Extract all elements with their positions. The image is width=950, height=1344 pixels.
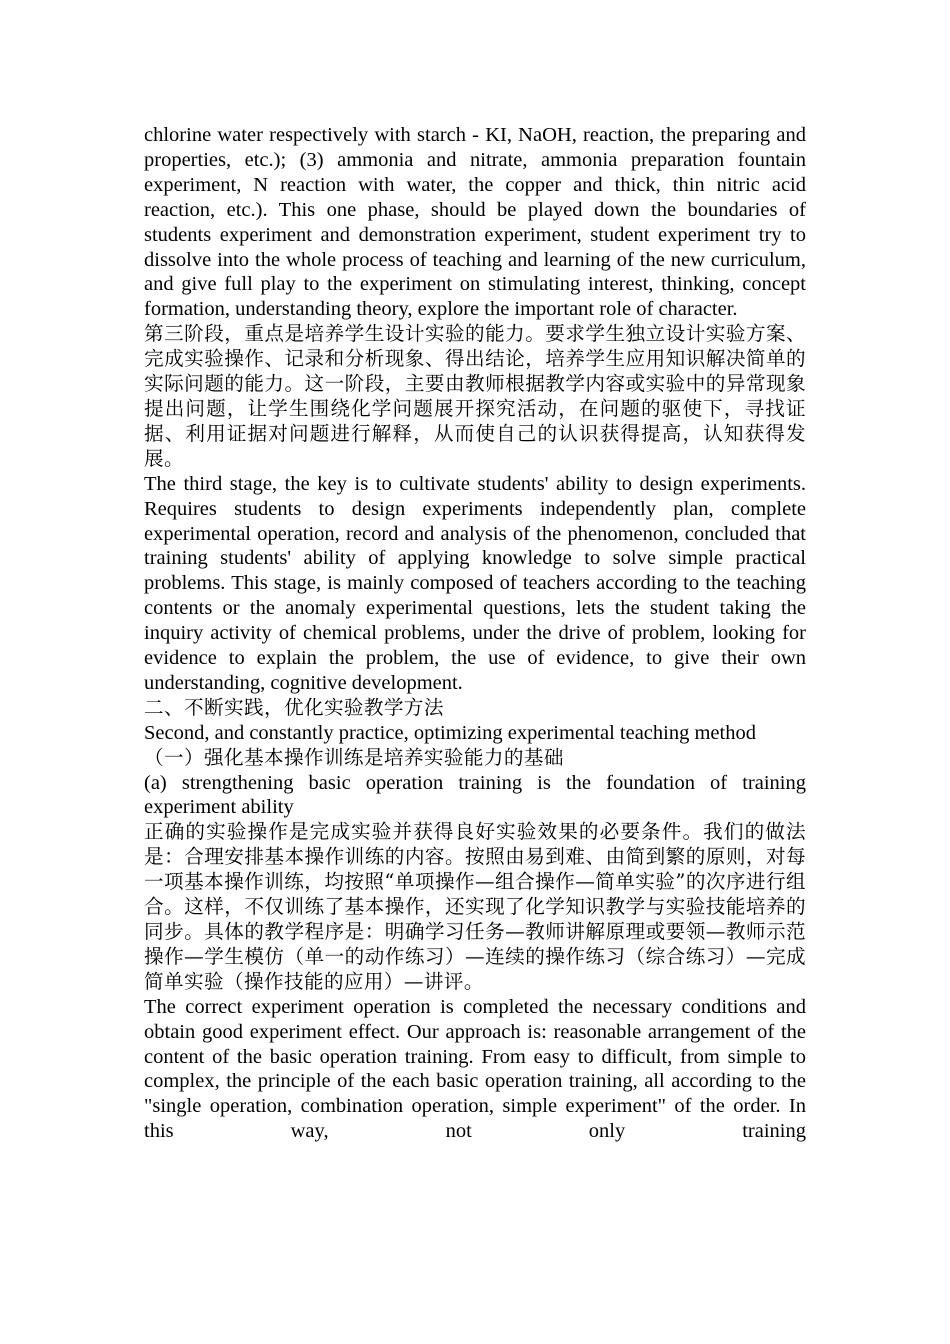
heading-en-section-two: Second, and constantly practice, optimizing experimental teaching method [144,721,756,744]
paragraph-zh-correct-operation: 正确的实验操作是完成实验并获得良好实验效果的必要条件。我们的做法是：合理安排基本操作训练的内容。按照由易到难、由简到繁的原则，对每一项基本操作训练，均按照“单项操作—组合操作—简单实验”的次序进行组合。这样，不仅训练了基本操作，还实现了化学知识教学与实验技能培养的同步。具体的教学程序是：明确学习任务—教师讲解原理或要领—教师示范操作—学生模仿（单一的动作练习）—连续的操作练习（综合练习）—完成简单实验（操作技能的应用）—讲评。 [144,820,806,993]
heading-zh-section-two: 二、不断实践，优化实验教学方法 [144,695,444,719]
heading-en-subsection-a: (a) strengthening basic operation training is the foundation of training experiment ability [144,771,806,819]
paragraph-en-third-stage: The third stage, the key is to cultivate students' ability to design experiments. Requires students to design experiments independently plan, complete experimental operation, record and analysis of the phenomenon, concluded that training students' ability of applying knowledge to solve simple practical problems. This stage, is mainly composed of teachers according to the teaching contents or the anomaly experimental questions, lets the student taking the inquiry activity of chemical problems, under the drive of problem, looking for evidence to explain the problem, the use of evidence, to give their own understanding, cognitive development. [144,472,806,694]
heading-zh-subsection-a: （一）强化基本操作训练是培养实验能力的基础 [144,745,564,769]
document-page [144,123,806,1144]
paragraph-en-chlorine-water: chlorine water respectively with starch - KI, NaOH, reaction, the preparing and properties, etc.); (3) ammonia and nitrate, ammonia preparation fountain experiment, N reaction with water, the copper and thick, thin nitric acid reaction, etc.). This one phase, should be played down the boundaries of students experiment and demonstration experiment, student experiment try to dissolve into the whole process of teaching and learning of the new curriculum, and give full play to the experiment on stimulating interest, thinking, concept formation, understanding theory, explore the important role of character. [144,124,806,321]
paragraph-zh-third-stage: 第三阶段，重点是培养学生设计实验的能力。要求学生独立设计实验方案、完成实验操作、记录和分析现象、得出结论，培养学生应用知识解决简单的实际问题的能力。这一阶段，主要由教师根据教学内容或实验中的异常现象提出问题，让学生围绕化学问题展开探究活动，在问题的驱使下，寻找证据、利用证据对问题进行解释，从而使自己的认识获得提高，认知获得发展。 [144,322,806,470]
paragraph-en-correct-operation: The correct experiment operation is completed the necessary conditions and obtain good experiment effect. Our approach is: reasonable arrangement of the content of the basic operation training. From easy to difficult, from simple to complex, the principle of the each basic operation training, all according to the "single operation, combination operation, simple experiment" of the order. In this way, not only training [144,995,806,1143]
